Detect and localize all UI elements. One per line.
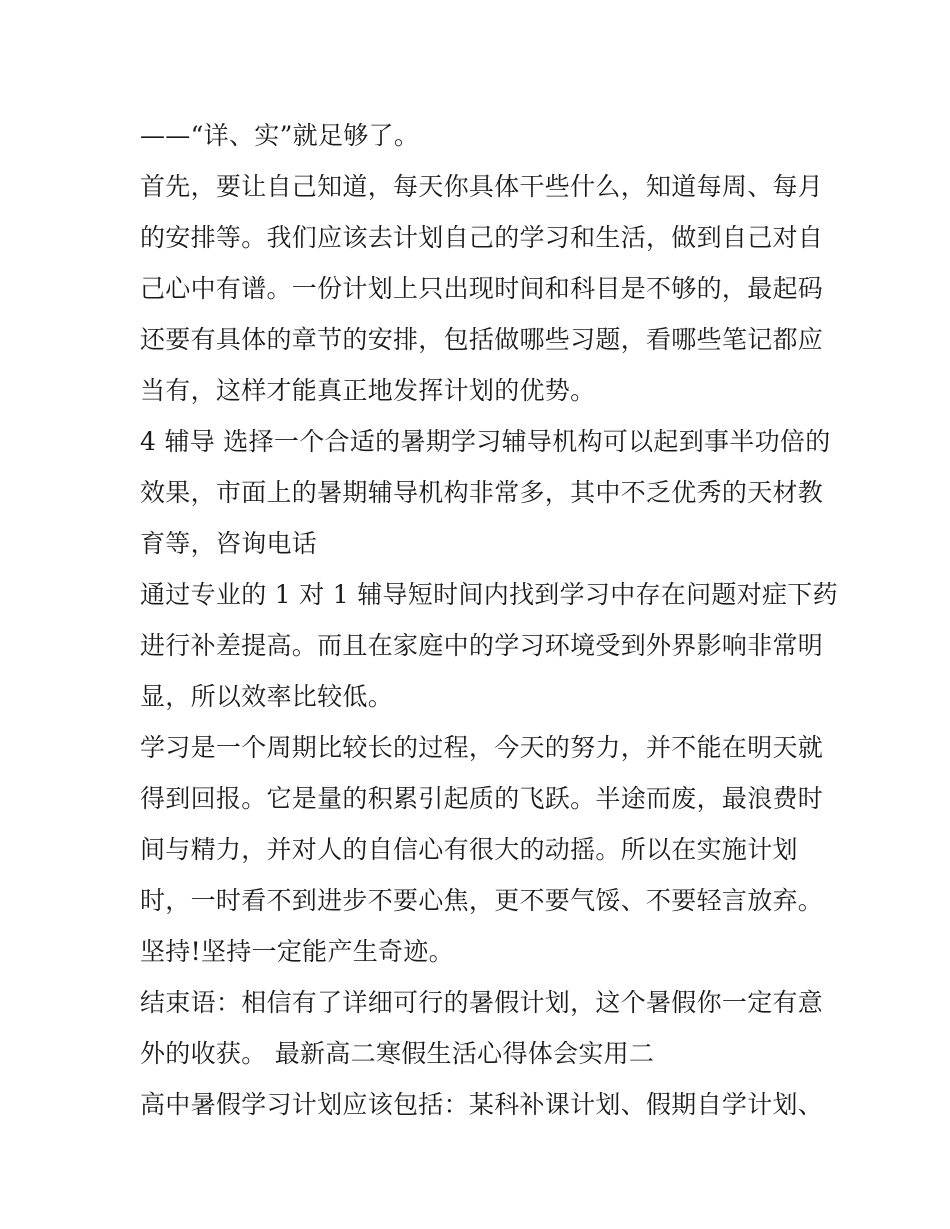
text-line: 学习是一个周期比较长的过程，今天的努力，并不能在明天就 [140,733,824,762]
text-line: 外的收获。 最新高二寒假生活心得体会实用二 [140,1039,655,1068]
text-line: 育等，咨询电话 [140,529,318,558]
text-line: 通过专业的 1 对 1 辅导短时间内找到学习中存在问题对症下药 [140,580,838,609]
text-line: 进行补差提高。而且在家庭中的学习环境受到外界影响非常明 [140,631,824,660]
text-line: 显，所以效率比较低。 [140,682,394,711]
text-line: 高中暑假学习计划应该包括：某科补课计划、假期自学计划、 [140,1090,824,1119]
text-line: 得到回报。它是量的积累引起质的飞跃。半途而废，最浪费时 [140,784,824,813]
text-line: 的安排等。我们应该去计划自己的学习和生活，做到自己对自 [140,223,824,252]
text-line: 间与精力，并对人的自信心有很大的动摇。所以在实施计划 [140,835,798,864]
text-line: 还要有具体的章节的安排，包括做哪些习题，看哪些笔记都应 [140,325,824,354]
text-line: 结束语：相信有了详细可行的暑假计划，这个暑假你一定有意 [140,988,824,1017]
text-line: 首先，要让自己知道，每天你具体干些什么，知道每周、每月 [140,172,824,201]
text-line: 4 辅导 选择一个合适的暑期学习辅导机构可以起到事半功倍的 [140,427,831,456]
text-line: 坚持!坚持一定能产生奇迹。 [140,937,454,966]
text-line: ——“详、实”就足够了。 [140,121,420,150]
text-line: 效果，市面上的暑期辅导机构非常多，其中不乏优秀的天材教 [140,478,824,507]
text-line: 当有，这样才能真正地发挥计划的优势。 [140,376,596,405]
text-line: 己心中有谱。一份计划上只出现时间和科目是不够的，最起码 [140,274,824,303]
text-line: 时，一时看不到进步不要心焦，更不要气馁、不要轻言放弃。 [140,886,824,915]
document-body [140,110,838,1130]
